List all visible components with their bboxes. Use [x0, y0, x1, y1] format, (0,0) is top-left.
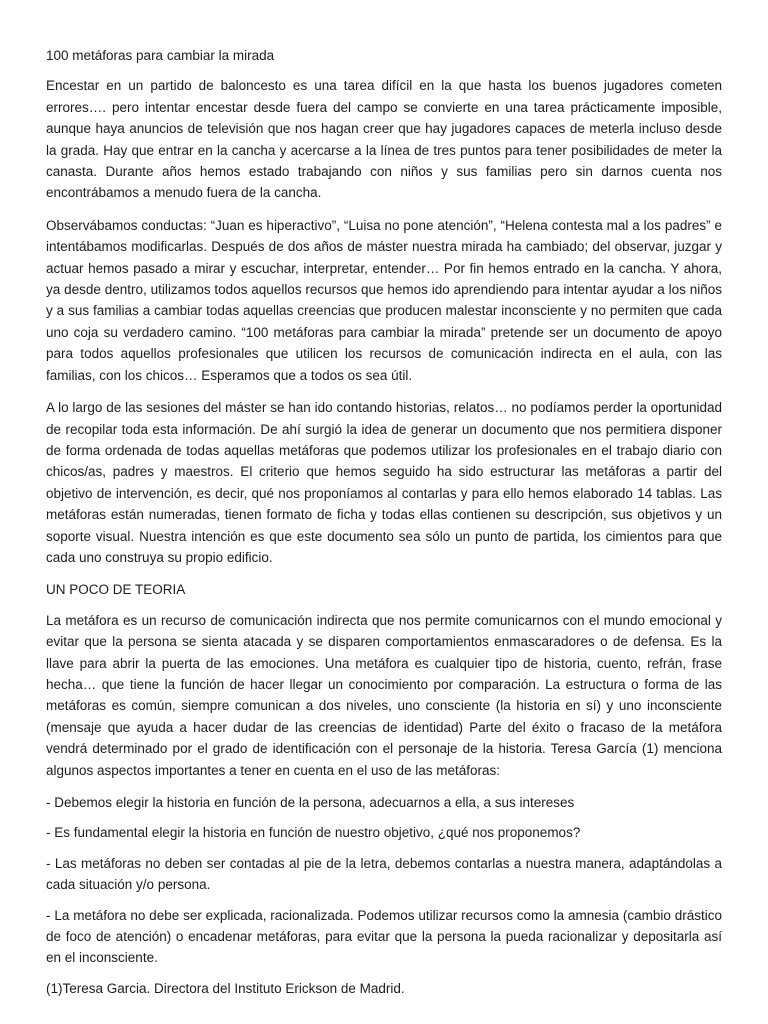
list-item: - Debemos elegir la historia en función de la persona, adecuarnos a ella, a sus intereses: [46, 795, 575, 810]
list-item: - La metáfora no debe ser explicada, racionalizada. Podemos utilizar recursos como la amnesia (cambio drástico de foco de atención) o encadenar metáforas, para evitar que la persona la pueda racionalizar y depositarla así en el inconsciente.: [46, 907, 722, 966]
intro-paragraph-3: A lo largo de las sesiones del máster se han ido contando historias, relatos… no podíamos perder la oportunidad de recopilar toda esta información. De ahí surgió la idea de generar un documento que nos permitiera disponer de forma ordenada de todas aquellas metáforas que podemos utilizar los profesionales en el trabajo diario con chicos/as, padres y maestros. El criterio que hemos seguido ha sido estructurar las metáforas a partir del objetivo de intervención, es decir, qué nos proponíamos al contarlas y para ello hemos elaborado 14 tablas. Las metáforas están numeradas, tienen formato de ficha y todas ellas contienen su descripción, sus objetivos y un soporte visual. Nuestra intención es que este documento sea sólo un punto de partida, los cimientos para que cada uno construya su propio edificio.: [46, 400, 722, 565]
intro-paragraph-1: Encestar en un partido de baloncesto es una tarea difícil en la que hasta los buenos jugadores cometen errores…. pero intentar encestar desde fuera del campo se convierte en una tarea prácticamente imposible, aunque haya anuncios de televisión que nos hagan creer que hay jugadores capaces de meterla incluso desde la grada. Hay que entrar en la cancha y acercarse a la línea de tres puntos para tener posibilidades de meter la canasta. Durante años hemos estado trabajando con niños y sus familias pero sin darnos cuenta nos encontrábamos a menudo fuera de la cancha.: [46, 78, 722, 201]
intro-paragraph-2: Observábamos conductas: “Juan es hiperactivo”, “Luisa no pone atención”, “Helena contesta mal a los padres” e intentábamos modificarlas. Después de dos años de máster nuestra mirada ha cambiado; del observar, juzgar y actuar hemos pasado a mirar y escuchar, interpretar, entender… Por fin hemos entrado en la cancha. Y ahora, ya desde dentro, utilizamos todos aquellos recursos que hemos ido aprendiendo para intentar ayudar a los niños y a sus familias a cambiar todas aquellas creencias que producen malestar inconsciente y no permiten que cada uno coja su verdadero camino. “100 metáforas para cambiar la mirada” pretende ser un documento de apoyo para todos aquellos profesionales que utilicen los recursos de comunicación indirecta en el aula, con las familias, con los chicos… Esperamos que a todos os sea útil.: [46, 217, 722, 383]
list-item: - Las metáforas no deben ser contadas al pie de la letra, debemos contarlas a nuestra manera, adaptándolas a cada situación y/o persona.: [46, 855, 722, 893]
section-heading: UN POCO DE TEORIA: [46, 582, 186, 598]
list-item: - Es fundamental elegir la historia en función de nuestro objetivo, ¿qué nos proponemos?: [46, 825, 581, 841]
footnote: (1)Teresa Garcia. Directora del Instituto Erickson de Madrid.: [46, 980, 405, 996]
document-title: 100 metáforas para cambiar la mirada: [46, 48, 275, 63]
theory-paragraph: La metáfora es un recurso de comunicación indirecta que nos permite comunicarnos con el mundo emocional y evitar que la persona se sienta atacada y se disparen comportamientos enmascaradores o de defensa. Es la llave para abrir la puerta de las emociones. Una metáfora es cualquier tipo de historia, cuento, refrán, frase hecha… que tiene la función de hacer llegar un conocimiento por comparación. La estructura o forma de las metáforas es común, siempre comunican a dos niveles, uno consciente (la historia en sí) y uno inconsciente (mensaje que ayuda a hacer dudar de las creencias de identidad) Parte del éxito o fracaso de la metáfora vendrá determinado por el grado de identificación con el personaje de la historia. Teresa García (1) menciona algunos aspectos importantes a tener en cuenta en el uso de las metáforas:: [46, 612, 722, 778]
